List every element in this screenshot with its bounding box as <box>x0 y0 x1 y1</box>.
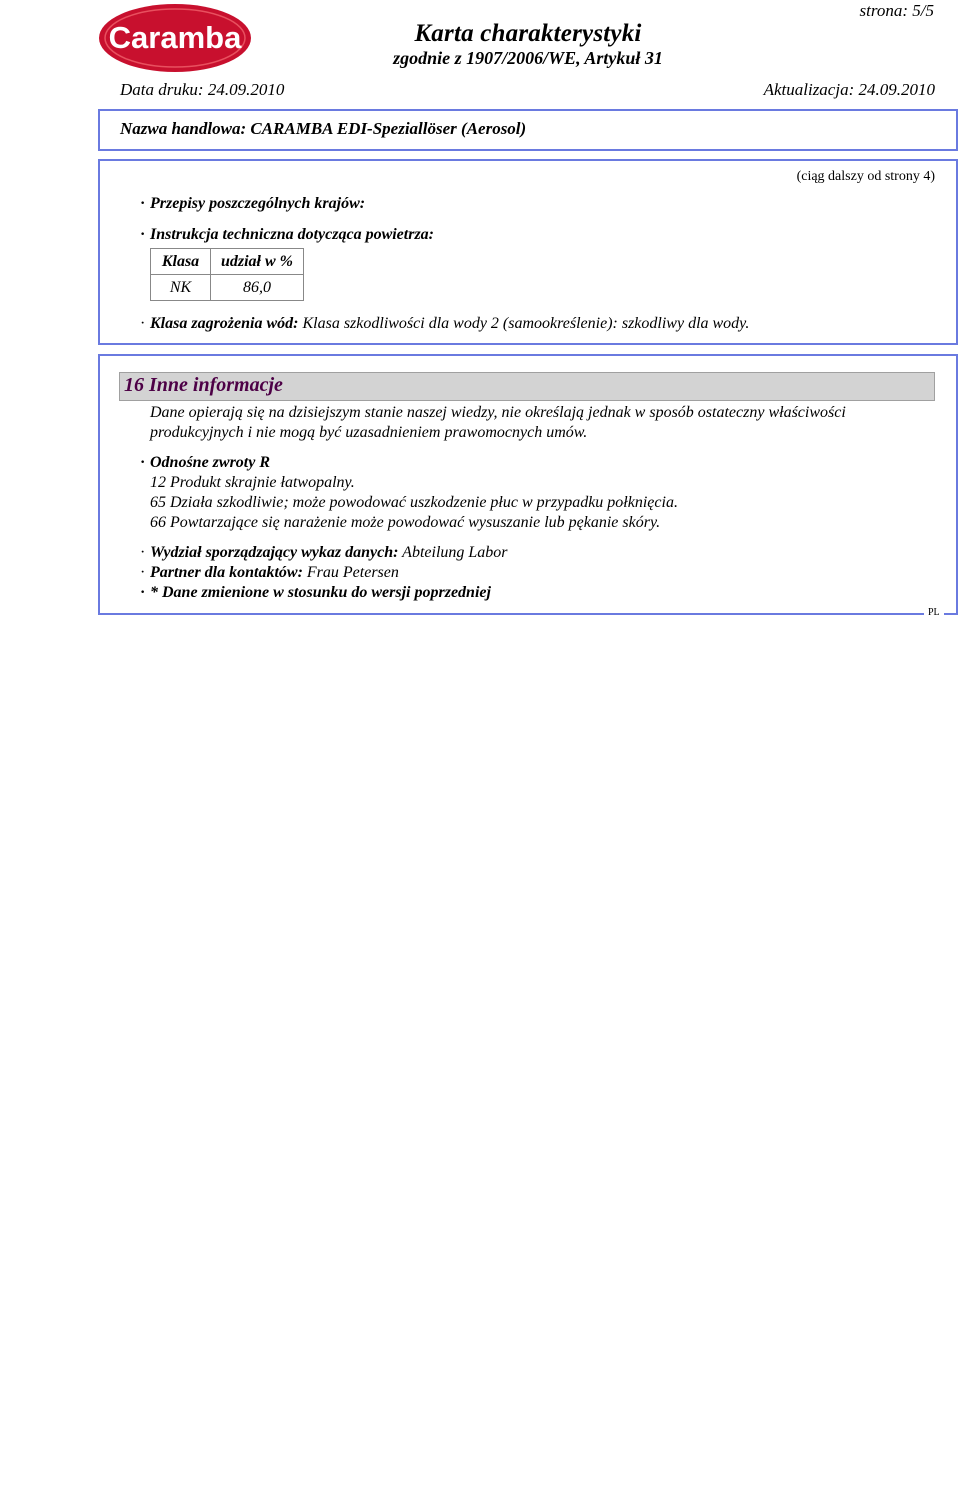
department-line: · Wydział sporządzający wykaz danych: Abteilung Labor <box>140 544 508 561</box>
print-date: Data druku: 24.09.2010 <box>120 80 285 99</box>
air-class-table <box>150 248 304 301</box>
department-label: Wydział sporządzający wykaz danych: <box>150 544 399 561</box>
water-hazard-label: Klasa zagrożenia wód: <box>150 315 299 332</box>
table-header-cell: Klasa <box>151 249 211 275</box>
department-value: Abteilung Labor <box>402 544 508 561</box>
contact-line: · Partner dla kontaktów: Frau Petersen <box>140 564 399 581</box>
continued-note: (ciąg dalszy od strony 4) <box>796 169 935 184</box>
document-title: Karta charakterystyki <box>414 20 642 47</box>
table-header-cell: udział w % <box>211 249 304 275</box>
intro-text-line2: produkcyjnych i nie mogą być uzasadnieniem prawomocnych umów. <box>150 424 588 441</box>
trade-name: Nazwa handlowa: CARAMBA EDI-Speziallöser (Aerosol) <box>120 119 527 138</box>
update-date: Aktualizacja: 24.09.2010 <box>763 80 935 99</box>
page-number: strona: 5/5 <box>859 1 934 20</box>
section16-bottom-rule-end <box>944 613 958 615</box>
r-phrases-heading: · Odnośne zwroty R <box>140 454 271 471</box>
table-row <box>151 275 304 301</box>
intro-text-line1: Dane opierają się na dzisiejszym stanie naszej wiedzy, nie określają jednak w sposób ostateczny właściwości <box>150 404 846 421</box>
national-regs-heading: · Przepisy poszczególnych krajów: <box>140 195 366 212</box>
changes-note: · * Dane zmienione w stosunku do wersji poprzedniej <box>140 584 491 601</box>
air-instruction-heading: · Instrukcja techniczna dotycząca powietrza: <box>140 226 435 243</box>
section16-bottom-rule <box>98 613 924 615</box>
r-phrase-item: 12 Produkt skrajnie łatwopalny. <box>150 474 355 491</box>
table-header-row <box>151 249 304 275</box>
language-mark: PL <box>928 607 940 618</box>
section16-title: 16 Inne informacje <box>124 374 283 396</box>
contact-value: Frau Petersen <box>306 564 399 581</box>
r-phrase-item: 65 Działa szkodliwie; może powodować uszkodzenie płuc w przypadku połknięcia. <box>150 494 678 511</box>
contact-label: Partner dla kontaktów: <box>150 564 303 581</box>
water-hazard-line: · Klasa zagrożenia wód: Klasa szkodliwości dla wody 2 (samookreślenie): szkodliwy dla wody. <box>140 315 750 332</box>
caramba-logo <box>98 3 253 73</box>
water-hazard-value: Klasa szkodliwości dla wody 2 (samookreślenie): szkodliwy dla wody. <box>302 315 750 332</box>
table-cell: NK <box>151 275 211 301</box>
document-subtitle: zgodnie z 1907/2006/WE, Artykuł 31 <box>393 48 663 68</box>
table-cell: 86,0 <box>211 275 304 301</box>
svg-text:Caramba: Caramba <box>108 20 242 55</box>
r-phrase-item: 66 Powtarzające się narażenie może powodować wysuszanie lub pękanie skóry. <box>150 514 661 531</box>
